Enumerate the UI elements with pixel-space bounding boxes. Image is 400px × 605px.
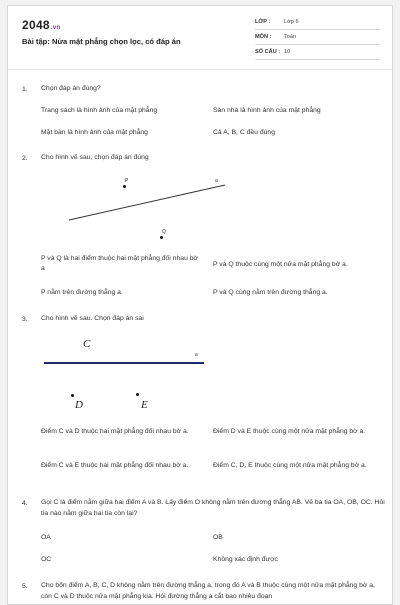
point-p-dot [123,185,126,188]
question-number: 3. [22,316,28,323]
answer-option[interactable]: Điểm C và D thuộc hai mặt phẳng đối nhau bờ a. [41,428,189,435]
answer-option[interactable]: Sàn nhà là hình ảnh của mặt phẳng [213,107,321,114]
answer-option[interactable]: P và Q thuộc cùng một nửa mặt phẳng bờ a. [213,261,348,268]
answer-option[interactable]: OB [213,534,223,541]
meta-label: SỐ CÂU : [255,49,281,55]
answer-option[interactable]: P nằm trên đường thẳng a. [41,289,123,296]
logo-suffix: .vn [50,25,61,31]
question-text: Chọn đáp án đúng? [41,85,101,92]
answer-option[interactable]: Trang sách là hình ảnh của mặt phẳng [41,107,158,114]
figure-q2-svg [63,174,233,246]
meta-row-class [255,15,380,30]
meta-row-subject [255,30,380,45]
point-d-label: D [75,399,83,411]
worksheet-title: Bài tập: Nửa mặt phẳng chọn lọc, có đáp án [22,37,181,46]
answer-option[interactable]: Không xác định được [213,556,278,563]
question-number: 1. [22,86,28,93]
answer-option[interactable]: P và Q là hai điểm thuộc hai mặt phẳng đối nhau bờ a [41,255,198,272]
site-logo[interactable] [22,18,60,32]
answer-option[interactable]: Điểm C và E thuộc hai mặt phẳng đối nhau bờ a. [41,462,189,469]
meta-row-count [255,45,380,60]
line-a [69,185,225,220]
question-text: Cho bốn điểm A, B, C, D không nằm trên đường thẳng a, trong đó A và B thuộc cùng một nửa mặt phẳng bờ a, còn C và D thuộc nửa mặt phẳng kia. Hỏi đường thẳng a cắt bao nhiêu đoạn [41,582,375,600]
line-a-label: a [195,352,198,358]
point-e-dot [136,393,139,396]
meta-value: 10 [284,49,291,55]
point-q-dot [160,236,163,239]
worksheet-page [7,5,393,605]
answer-option[interactable]: Điểm D và E thuộc cùng một nửa mặt phẳng bờ a. [213,428,366,435]
figure-q3 [38,334,213,414]
point-c-label: C [83,338,91,350]
question-number: 2. [22,155,28,162]
meta-table [255,15,380,60]
answer-option[interactable]: OA [41,534,51,541]
meta-value: Lớp 6 [284,19,299,25]
answer-option[interactable]: P và Q cùng nằm trên đường thẳng a. [213,289,328,296]
header-divider [8,69,393,70]
question-number: 4. [22,500,28,507]
meta-label: LỚP : [255,19,271,25]
logo-text: 2048 [22,18,50,32]
answer-option[interactable]: OC [41,556,52,563]
question-text: Cho hình vẽ sau, chọn đáp án đúng [41,154,149,161]
question-text: Cho hình vẽ sau. Chọn đáp án sai [41,315,144,322]
meta-value: Toán [284,34,297,40]
figure-q3-svg [38,334,213,414]
point-d-dot [71,394,74,397]
figure-q2 [63,174,233,246]
answer-option[interactable]: Điểm C, D, E thuộc cùng một nửa mặt phẳng bờ a. [213,462,367,469]
point-q-label: Q [162,229,166,235]
point-p-label: P [125,178,129,184]
answer-option[interactable]: Mặt bàn là hình ảnh của mặt phẳng [41,129,148,136]
question-text: Gọi C là điểm nằm giữa hai điểm A và B. Lấy điểm O không nằm trên đường thẳng AB. Vẽ ba tia OA, OB, OC. Hỏi tia nào nằm giữa hai tia còn lại? [41,499,385,517]
meta-label: MÔN : [255,34,272,40]
question-number: 5. [22,583,28,590]
answer-option[interactable]: Cả A, B, C đều đúng [213,129,275,136]
point-e-label: E [141,399,148,411]
line-a-label: a [215,178,218,184]
